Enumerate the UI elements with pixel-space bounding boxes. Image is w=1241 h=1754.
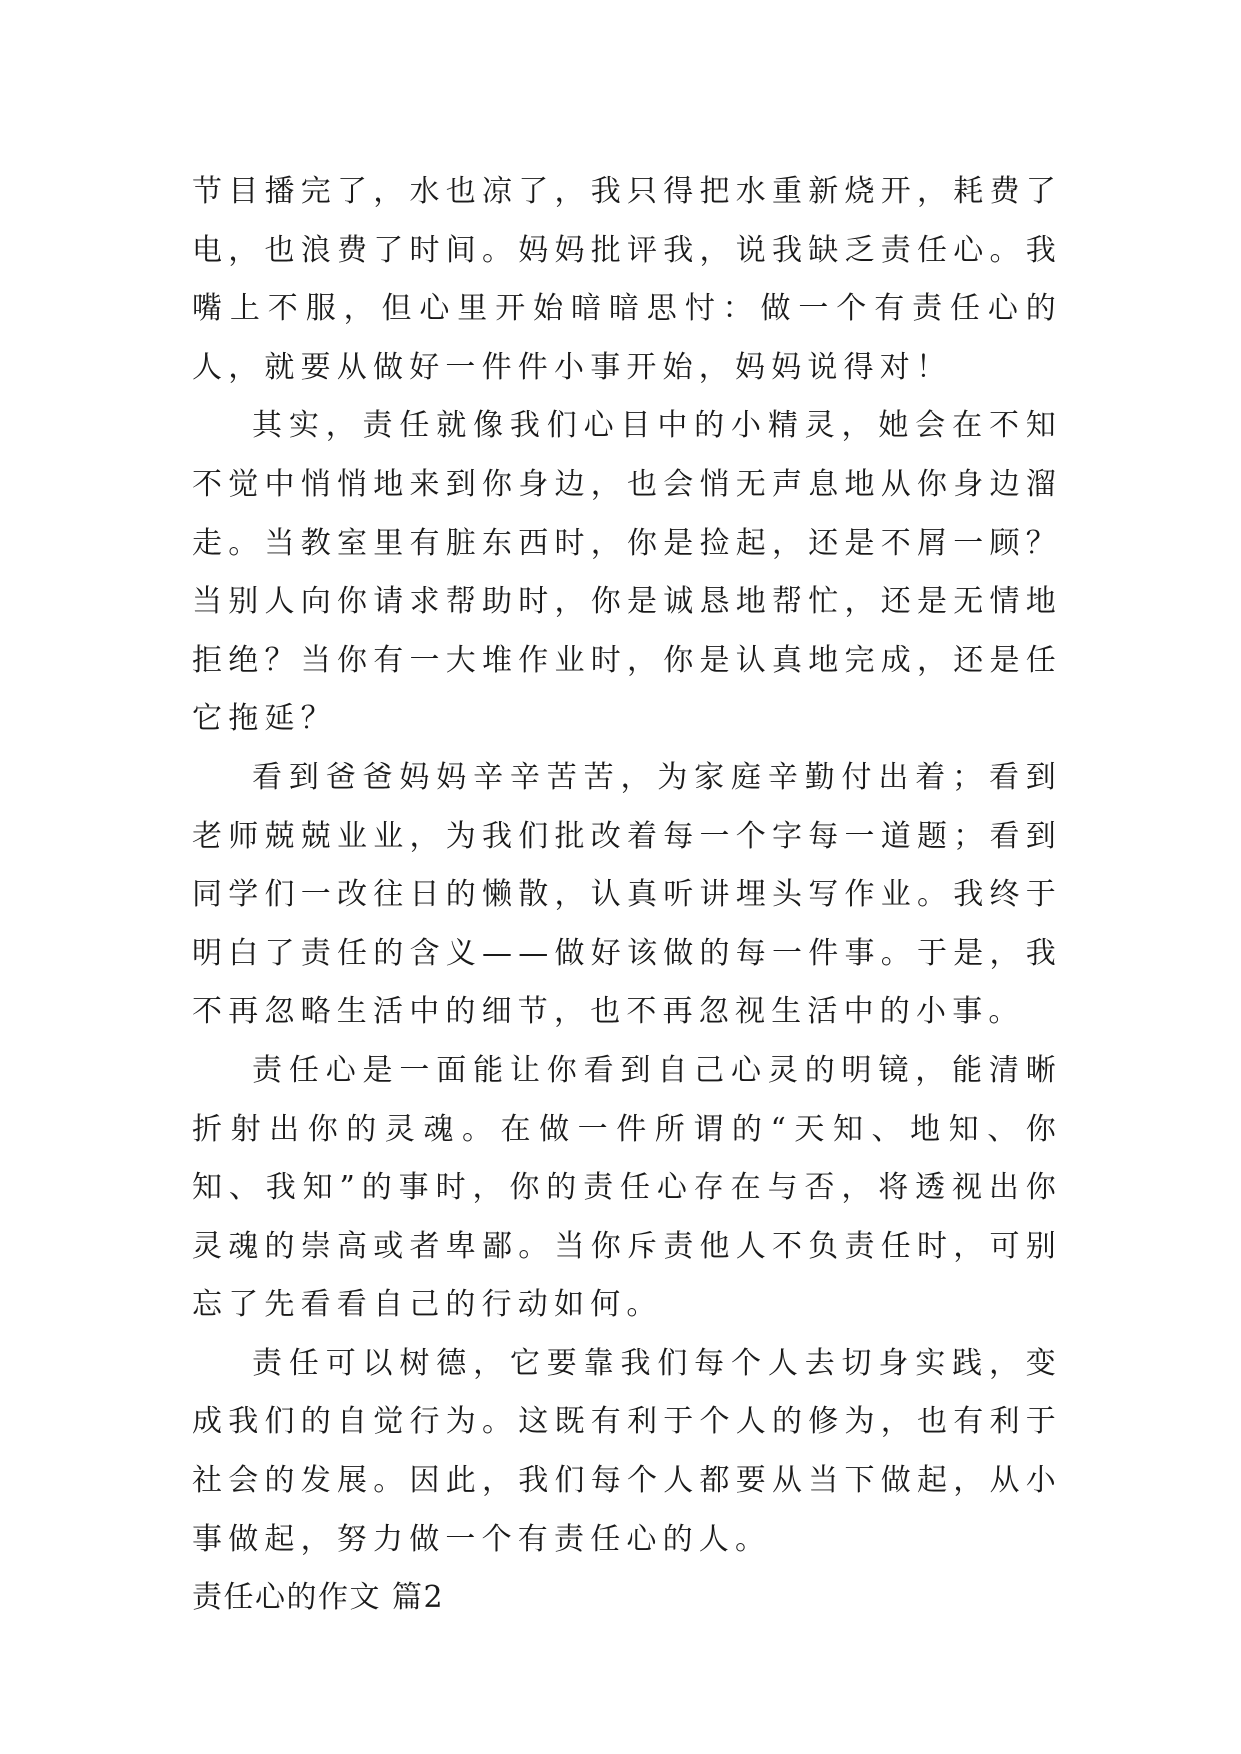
paragraph-5: 责任可以树德，它要靠我们每个人去切身实践，变成我们的自觉行为。这既有利于个人的修为，也有利于社会的发展。因此，我们每个人都要从当下做起，从小事做起，努力做一个有责任心的人。 [192,1345,1062,1557]
paragraph-2: 其实，责任就像我们心目中的小精灵，她会在不知不觉中悄悄地来到你身边，也会悄无声息地从你身边溜走。当教室里有脏东西时，你是捡起，还是不屑一顾？当别人向你请求帮助时，你是诚恳地帮忙，还是无情地拒绝？当你有一大堆作业时，你是认真地完成，还是任它拖延？ [192,408,1062,737]
paragraph-4: 责任心是一面能让你看到自己心灵的明镜，能清晰折射出你的灵魂。在做一件所谓的“天知、地知、你知、我知”的事时，你的责任心存在与否，将透视出你灵魂的崇高或者卑鄙。当你斥责他人不负责任时，可别忘了先看看自己的行动如何。 [192,1052,1062,1323]
document-body [192,163,1062,1628]
section-heading: 责任心的作文 篇2 [192,1580,445,1616]
paragraph-1: 节目播完了，水也凉了，我只得把水重新烧开，耗费了电，也浪费了时间。妈妈批评我，说我缺乏责任心。我嘴上不服，但心里开始暗暗思忖：做一个有责任心的人，就要从做好一件件小事开始，妈妈说得对！ [192,174,1062,385]
paragraph-3: 看到爸爸妈妈辛辛苦苦，为家庭辛勤付出着；看到老师兢兢业业，为我们批改着每一个字每一道题；看到同学们一改往日的懒散，认真听讲埋头写作业。我终于明白了责任的含义——做好该做的每一件事。于是，我不再忽略生活中的细节，也不再忽视生活中的小事。 [192,759,1062,1030]
